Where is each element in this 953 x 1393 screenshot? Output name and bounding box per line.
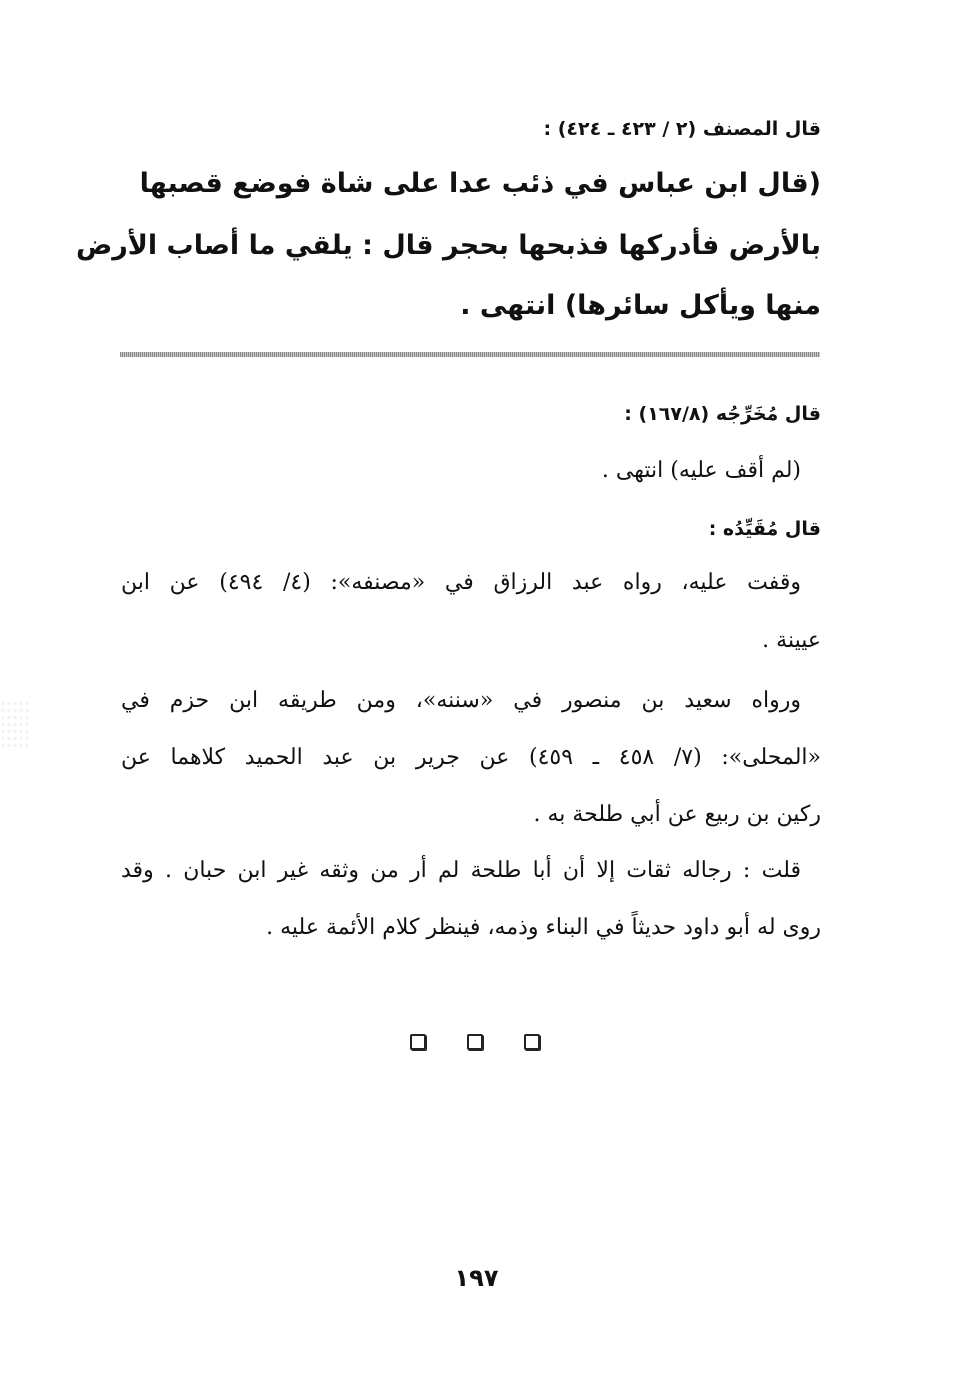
paragraph-1-line-1: وقفت عليه، رواه عبد الرزاق في «مصنفه»: (٤/ ٤٩٤) عن ابن — [121, 570, 802, 595]
mukharrij-heading: قال مُخَرِّجُه (١٦٧/٨) : — [624, 403, 821, 425]
paragraph-2-line-3: ركين بن ربيع عن أبي طلحة به . — [533, 802, 821, 827]
paragraph-2-line-1: ورواه سعيد بن منصور في «سننه»، ومن طريقه ابن حزم في — [121, 688, 801, 713]
square-icon — [467, 1034, 483, 1050]
mukharrij-text: (لم أقف عليه) انتهى . — [601, 458, 801, 483]
paragraph-3-line-2: روى له أبو داود حديثاً في البناء وذمه، فينظر كلام الأئمة عليه . — [266, 915, 821, 940]
quote-line-2: بالأرض فأدركها فذبحها بحجر قال : يلقي ما أصاب الأرض — [75, 230, 821, 261]
quote-line-1: (قال ابن عباس في ذئب عدا على شاة فوضع قصبها — [139, 168, 821, 199]
section-separator — [120, 352, 820, 357]
square-icon — [410, 1034, 426, 1050]
muqayyid-heading: قال مُقَيِّدُه : — [708, 518, 821, 540]
paragraph-2-line-2: «المحلى»: (٧/ ٤٥٨ ـ ٤٥٩) عن جرير بن عبد الحميد كلاهما عن — [121, 745, 822, 770]
quote-line-3: منها ويأكل سائرها) انتهى . — [460, 290, 821, 321]
section-end-ornament — [410, 1034, 540, 1050]
paragraph-1-line-2: عيينة . — [762, 628, 821, 653]
paragraph-3-line-1: قلت : رجاله ثقات إلا أن أبا طلحة لم أر من وثقه غير ابن حبان . وقد — [121, 858, 801, 883]
scan-speckle — [0, 700, 30, 750]
author-heading: قال المصنف (٢ / ٤٢٣ ـ ٤٢٤) : — [543, 118, 821, 140]
square-icon — [524, 1034, 540, 1050]
page-number: ١٩٧ — [454, 1264, 499, 1292]
